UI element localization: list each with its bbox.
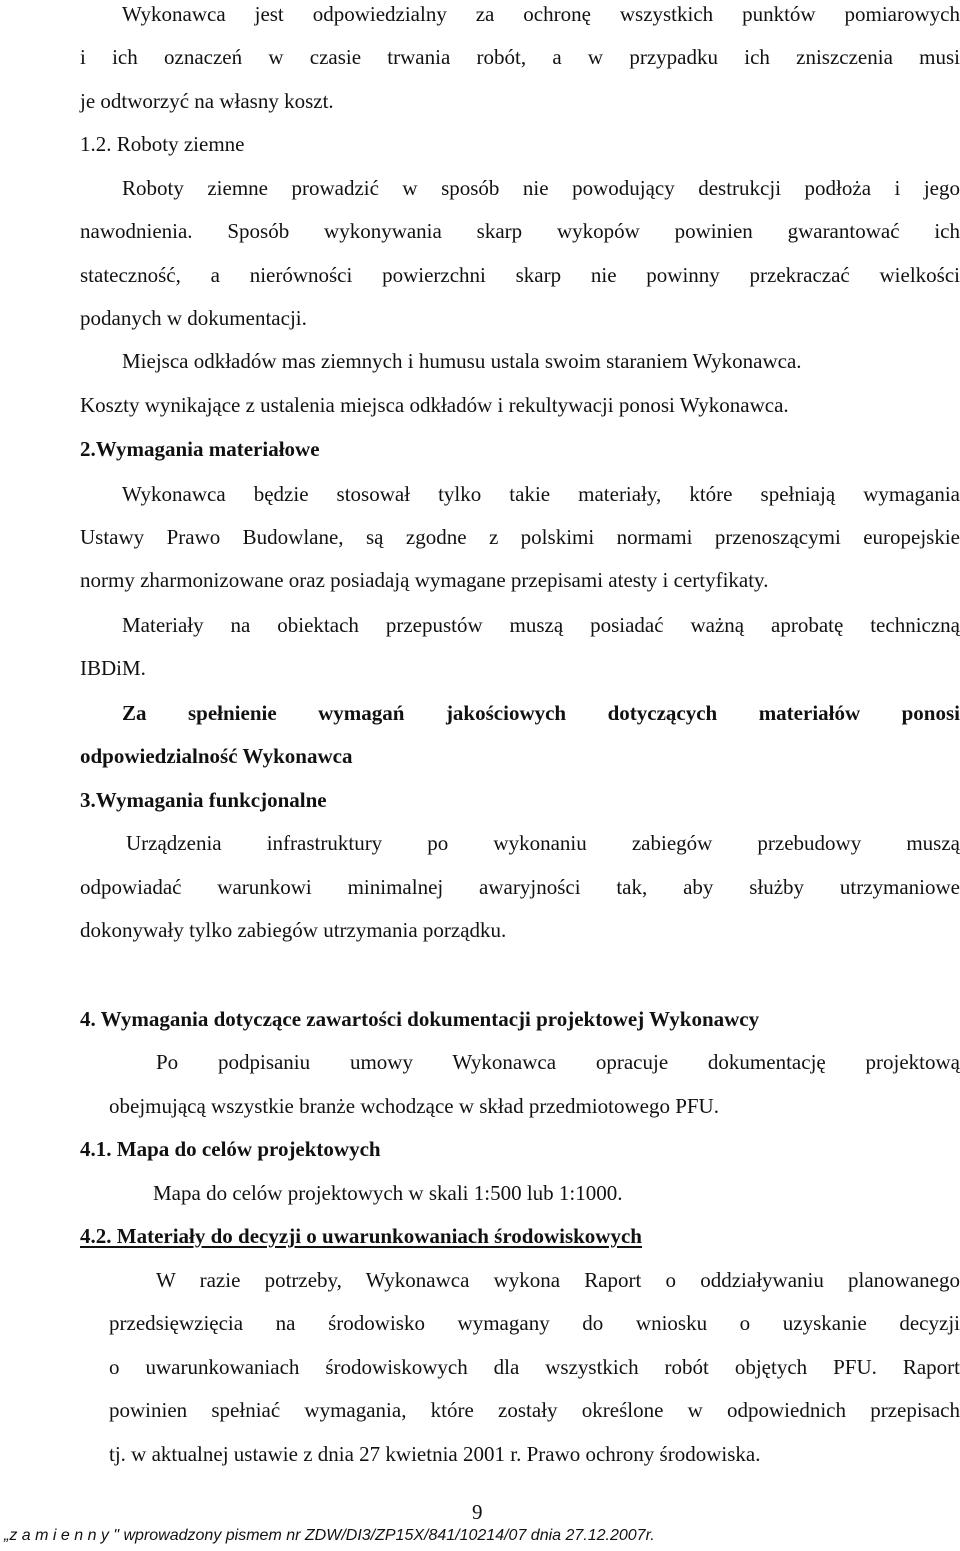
paragraph-line: tj. w aktualnej ustawie z dnia 27 kwietnia 2001 r. Prawo ochrony środowiska. bbox=[109, 1442, 761, 1466]
emphasis-line: Za spełnienie wymagań jakościowych dotyczących materiałów ponosi bbox=[122, 701, 960, 725]
section-heading: 2.Wymagania materiałowe bbox=[80, 437, 320, 461]
emphasis-line: odpowiedzialność Wykonawca bbox=[80, 744, 353, 768]
paragraph-line: Ustawy Prawo Budowlane, są zgodne z polskimi normami przenoszącymi europejskie bbox=[80, 525, 960, 549]
paragraph-line: normy zharmonizowane oraz posiadają wymagane przepisami atesty i certyfikaty. bbox=[80, 568, 769, 592]
paragraph-line: o uwarunkowaniach środowiskowych dla wszystkich robót objętych PFU. Raport bbox=[109, 1355, 960, 1379]
paragraph-line: W razie potrzeby, Wykonawca wykona Raport o oddziaływaniu planowanego bbox=[156, 1268, 960, 1292]
paragraph-line: powinien spełniać wymagania, które zostały określone w odpowiednich przepisach bbox=[109, 1398, 960, 1422]
paragraph-line: Po podpisaniu umowy Wykonawca opracuje dokumentację projektową bbox=[156, 1050, 960, 1074]
paragraph-line: stateczność, a nierówności powierzchni skarp nie powinny przekraczać wielkości bbox=[80, 263, 960, 287]
paragraph-line: dokonywały tylko zabiegów utrzymania porządku. bbox=[80, 918, 507, 942]
paragraph-line: podanych w dokumentacji. bbox=[80, 306, 307, 330]
paragraph-line: Miejsca odkładów mas ziemnych i humusu ustala swoim staraniem Wykonawca. bbox=[122, 349, 802, 373]
document-footer: „z a m i e n n y " wprowadzony pismem nr ZDW/DI3/ZP15X/841/10214/07 dnia 27.12.2007r. bbox=[4, 1527, 655, 1544]
paragraph-line: Roboty ziemne prowadzić w sposób nie powodujący destrukcji podłoża i jego bbox=[122, 176, 960, 200]
paragraph-line: Mapa do celów projektowych w skali 1:500 lub 1:1000. bbox=[153, 1181, 623, 1205]
paragraph-line: przedsięwzięcia na środowisko wymagany do wniosku o uzyskanie decyzji bbox=[109, 1311, 960, 1335]
section-heading: 4. Wymagania dotyczące zawartości dokumentacji projektowej Wykonawcy bbox=[80, 1007, 760, 1031]
section-heading: 3.Wymagania funkcjonalne bbox=[80, 788, 327, 812]
paragraph-line: Wykonawca będzie stosował tylko takie materiały, które spełniają wymagania bbox=[122, 482, 960, 506]
page-number: 9 bbox=[472, 1500, 483, 1524]
paragraph-line: nawodnienia. Sposób wykonywania skarp wykopów powinien gwarantować ich bbox=[80, 219, 960, 243]
paragraph-line: obejmującą wszystkie branże wchodzące w skład przedmiotowego PFU. bbox=[109, 1094, 719, 1118]
paragraph-line: Materiały na obiektach przepustów muszą posiadać ważną aprobatę techniczną bbox=[122, 613, 960, 637]
paragraph-line: Koszty wynikające z ustalenia miejsca odkładów i rekultywacji ponosi Wykonawca. bbox=[80, 393, 789, 417]
paragraph-line: i ich oznaczeń w czasie trwania robót, a w przypadku ich zniszczenia musi bbox=[80, 45, 960, 69]
subsection-heading: 4.1. Mapa do celów projektowych bbox=[80, 1137, 381, 1161]
subsection-heading: 4.2. Materiały do decyzji o uwarunkowaniach środowiskowych bbox=[80, 1224, 642, 1248]
section-heading: 1.2. Roboty ziemne bbox=[80, 132, 245, 156]
paragraph-line: je odtworzyć na własny koszt. bbox=[80, 89, 334, 113]
paragraph-line: IBDiM. bbox=[80, 656, 146, 680]
paragraph-line: Wykonawca jest odpowiedzialny za ochronę wszystkich punktów pomiarowych bbox=[122, 2, 960, 26]
paragraph-line: Urządzenia infrastruktury po wykonaniu zabiegów przebudowy muszą bbox=[126, 831, 960, 855]
paragraph-line: odpowiadać warunkowi minimalnej awaryjności tak, aby służby utrzymaniowe bbox=[80, 875, 960, 899]
